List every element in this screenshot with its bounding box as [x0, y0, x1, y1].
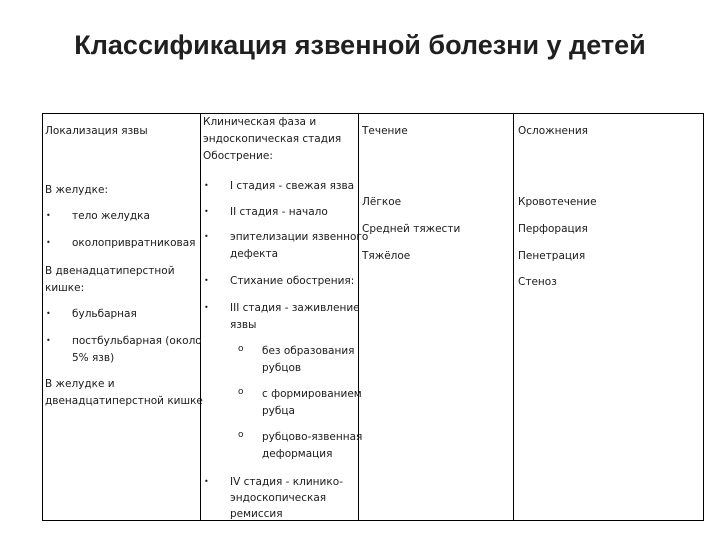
column-divider [358, 114, 359, 520]
phase-sub1-line2: рубцов [262, 362, 302, 374]
localization-stomach: В желудке: [45, 184, 108, 196]
course-item: Средней тяжести [362, 223, 461, 235]
phase-stage2-line3: дефекта [230, 248, 279, 260]
circle-bullet-icon: o [238, 430, 244, 440]
phase-stage4-line1: IV стадия - клинико- [230, 476, 343, 488]
bullet-icon: • [46, 211, 51, 220]
localization-item: околопривратниковая [72, 237, 196, 249]
complication-item: Перфорация [518, 223, 588, 235]
circle-bullet-icon: o [238, 387, 244, 397]
bullet-icon: • [46, 336, 51, 345]
phase-stage1: I стадия - свежая язва [230, 180, 355, 192]
phase-exacerbation: Обострение: [203, 150, 273, 162]
phase-stage2-line1: II стадия - начало [230, 206, 328, 218]
bullet-icon: • [204, 303, 209, 312]
bullet-icon: • [204, 207, 209, 216]
phase-sub2-line1: с формированием [262, 388, 362, 400]
phase-stage4-line3: ремиссия [230, 508, 283, 520]
circle-bullet-icon: o [238, 344, 244, 354]
complication-item: Стеноз [518, 276, 557, 288]
localization-item: тело желудка [72, 210, 150, 222]
localization-duodenum-line2: кишке: [45, 282, 85, 294]
phase-sub3-line2: деформация [262, 448, 333, 460]
complication-item: Пенетрация [518, 250, 586, 262]
column-divider [513, 114, 514, 520]
localization-duodenum-line1: В двенадцатиперстной [45, 265, 175, 277]
phase-stage2-line2: эпителизации язвенного [230, 231, 369, 243]
classification-table [42, 113, 704, 521]
localization-both-line2: двенадцатиперстной кишке [45, 395, 203, 407]
header-complications: Осложнения [518, 125, 588, 137]
header-course: Течение [362, 125, 408, 137]
complication-item: Кровотечение [518, 196, 597, 208]
bullet-icon: • [204, 276, 209, 285]
header-phase-line2: эндоскопическая стадия [203, 133, 342, 145]
phase-subsiding: Стихание обострения: [230, 275, 355, 287]
phase-sub3-line1: рубцово-язвенная [262, 431, 363, 443]
header-localization: Локализация язвы [45, 125, 148, 137]
localization-both-line1: В желудке и [45, 378, 115, 390]
localization-item: бульбарная [72, 308, 137, 320]
header-phase-line1: Клиническая фаза и [203, 116, 317, 128]
phase-stage3-line2: язвы [230, 319, 257, 331]
phase-stage4-line2: эндоскопическая [230, 492, 327, 504]
course-item: Тяжёлое [362, 250, 411, 262]
column-divider [200, 114, 201, 520]
course-item: Лёгкое [362, 196, 402, 208]
bullet-icon: • [204, 477, 209, 486]
localization-item: 5% язв) [72, 352, 115, 364]
bullet-icon: • [46, 309, 51, 318]
bullet-icon: • [46, 238, 51, 247]
localization-item: постбульбарная (около [72, 335, 202, 347]
bullet-icon: • [204, 232, 209, 241]
phase-stage3-line1: III стадия - заживление [230, 302, 360, 314]
page-title: Классификация язвенной болезни у детей [74, 30, 646, 60]
phase-sub2-line2: рубца [262, 405, 295, 417]
bullet-icon: • [204, 181, 209, 190]
phase-sub1-line1: без образования [262, 345, 355, 357]
